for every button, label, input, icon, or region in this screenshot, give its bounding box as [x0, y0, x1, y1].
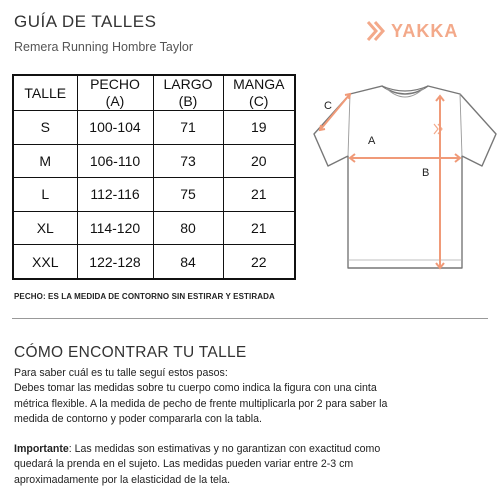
table-row — [13, 111, 295, 145]
guide-instructions — [14, 366, 492, 488]
cell-size: L — [13, 178, 77, 212]
logo-text: YAKKA — [391, 21, 459, 41]
tshirt-outline — [314, 86, 496, 268]
spacer — [14, 427, 492, 442]
guide-line: aproximadamente por la elasticidad de la tela. — [14, 473, 231, 486]
cell-size: S — [13, 111, 77, 145]
table-row — [13, 245, 295, 280]
cell-largo: 71 — [153, 111, 223, 145]
cell-largo: 80 — [153, 211, 223, 245]
table-row — [13, 144, 295, 178]
guide-line: Debes tomar las medidas sobre tu cuerpo como indica la figura con una cinta — [14, 382, 377, 395]
table-header-row — [13, 75, 295, 111]
cell-pecho: 122-128 — [77, 245, 153, 280]
label-a: A — [368, 135, 376, 147]
size-table — [12, 74, 296, 280]
header-pecho: PECHO (A) — [77, 75, 153, 111]
cell-pecho: 114-120 — [77, 211, 153, 245]
cell-largo: 75 — [153, 178, 223, 212]
header-largo: LARGO (B) — [153, 75, 223, 111]
cell-size: M — [13, 144, 77, 178]
label-b: B — [422, 167, 430, 179]
cell-largo: 73 — [153, 144, 223, 178]
header-talle: TALLE — [13, 75, 77, 111]
section-divider — [12, 318, 488, 319]
cell-size: XL — [13, 211, 77, 245]
important-text: : Las medidas son estimativas y no garantizan con exactitud como — [68, 443, 381, 456]
tshirt-diagram — [310, 72, 500, 282]
cell-pecho: 112-116 — [77, 178, 153, 212]
chest-note: PECHO: ES LA MEDIDA DE CONTORNO SIN ESTIRAR Y ESTIRADA — [14, 292, 275, 301]
page-title: GUÍA DE TALLES — [14, 12, 157, 31]
logo-x-icon — [366, 20, 388, 42]
cell-manga: 21 — [223, 211, 295, 245]
guide-line: quedará la prenda en el sujeto. Las medidas pueden variar entre 2-3 cm — [14, 458, 354, 471]
product-subtitle: Remera Running Hombre Taylor — [14, 40, 194, 54]
table-row — [13, 211, 295, 245]
guide-intro: Para saber cuál es tu talle seguí estos pasos: — [14, 367, 228, 379]
brand-logo — [366, 20, 470, 44]
important-label: Importante — [14, 443, 69, 456]
cell-largo: 84 — [153, 245, 223, 280]
cell-manga: 22 — [223, 245, 295, 280]
guide-line: medida de contorno y poder compararla con la tabla. — [14, 412, 262, 425]
cell-manga: 20 — [223, 144, 295, 178]
label-c: C — [324, 100, 332, 112]
header-manga: MANGA (C) — [223, 75, 295, 111]
cell-pecho: 106-110 — [77, 144, 153, 178]
cell-manga: 21 — [223, 178, 295, 212]
guide-title: CÓMO ENCONTRAR TU TALLE — [14, 344, 247, 361]
guide-line: métrica flexible. A la medida de pecho de frente multiplicarla por 2 para saber la — [14, 397, 388, 410]
cell-pecho: 100-104 — [77, 111, 153, 145]
table-row — [13, 178, 295, 212]
cell-size: XXL — [13, 245, 77, 280]
cell-manga: 19 — [223, 111, 295, 145]
important-paragraph — [14, 442, 492, 457]
